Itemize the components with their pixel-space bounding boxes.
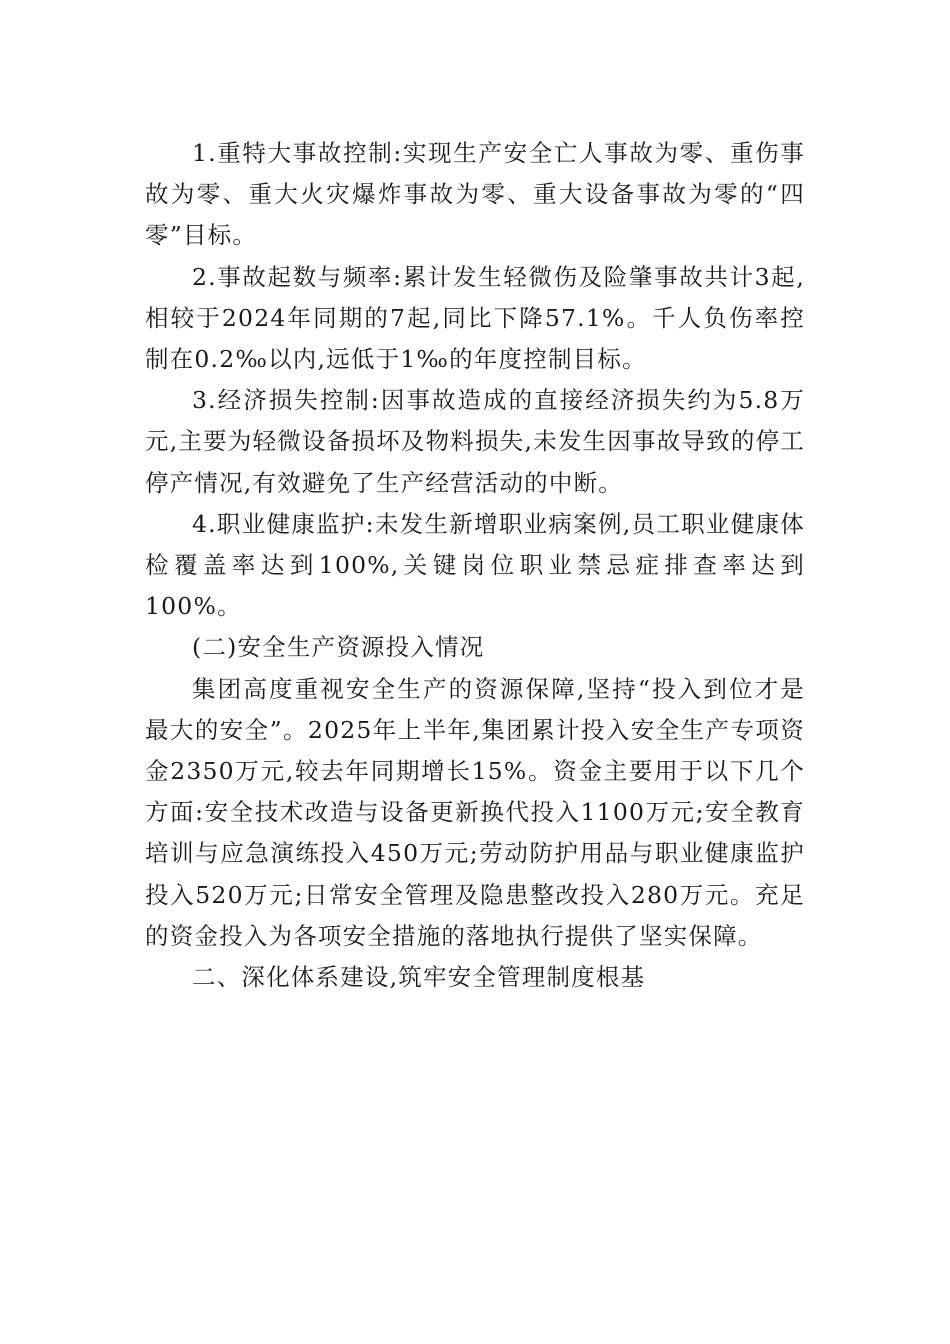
paragraph-accident-frequency: 2.事故起数与频率:累计发生轻微伤及险肇事故共计3起,相较于2024年同期的7起,同比下降57.1%。千人负伤率控制在0.2‰以内,远低于1‰的年度控制目标。: [145, 262, 805, 374]
paragraph-occupational-health: 4.职业健康监护:未发生新增职业病案例,员工职业健康体检覆盖率达到100%,关键岗位职业禁忌症排查率达到100%。: [145, 509, 805, 621]
paragraph-economic-loss: 3.经济损失控制:因事故造成的直接经济损失约为5.8万元,主要为轻微设备损坏及物料损失,未发生因事故导致的停工停产情况,有效避免了生产经营活动的中断。: [145, 386, 805, 497]
section-heading-resource-investment: (二)安全生产资源投入情况: [192, 633, 485, 662]
paragraph-major-accident-control: 1.重特大事故控制:实现生产安全亡人事故为零、重伤事故为零、重大火灾爆炸事故为零、重大设备事故为零的“四零”目标。: [145, 139, 805, 250]
chapter-heading-system-building: 二、深化体系建设,筑牢安全管理制度根基: [192, 963, 646, 992]
document-body: [145, 133, 805, 998]
paragraph-resource-investment: 集团高度重视安全生产的资源保障,坚持“投入到位才是最大的安全”。2025年上半年,集团累计投入安全生产专项资金2350万元,较去年同期增长15%。资金主要用于以下几个方面:安全技术改造与设备更新换代投入1100万元;安全教育培训与应急演练投入450万元;劳动防护用品与职业健康监护投入520万元;日常安全管理及隐患整改投入280万元。充足的资金投入为各项安全措施的落地执行提供了坚实保障。: [145, 674, 805, 950]
